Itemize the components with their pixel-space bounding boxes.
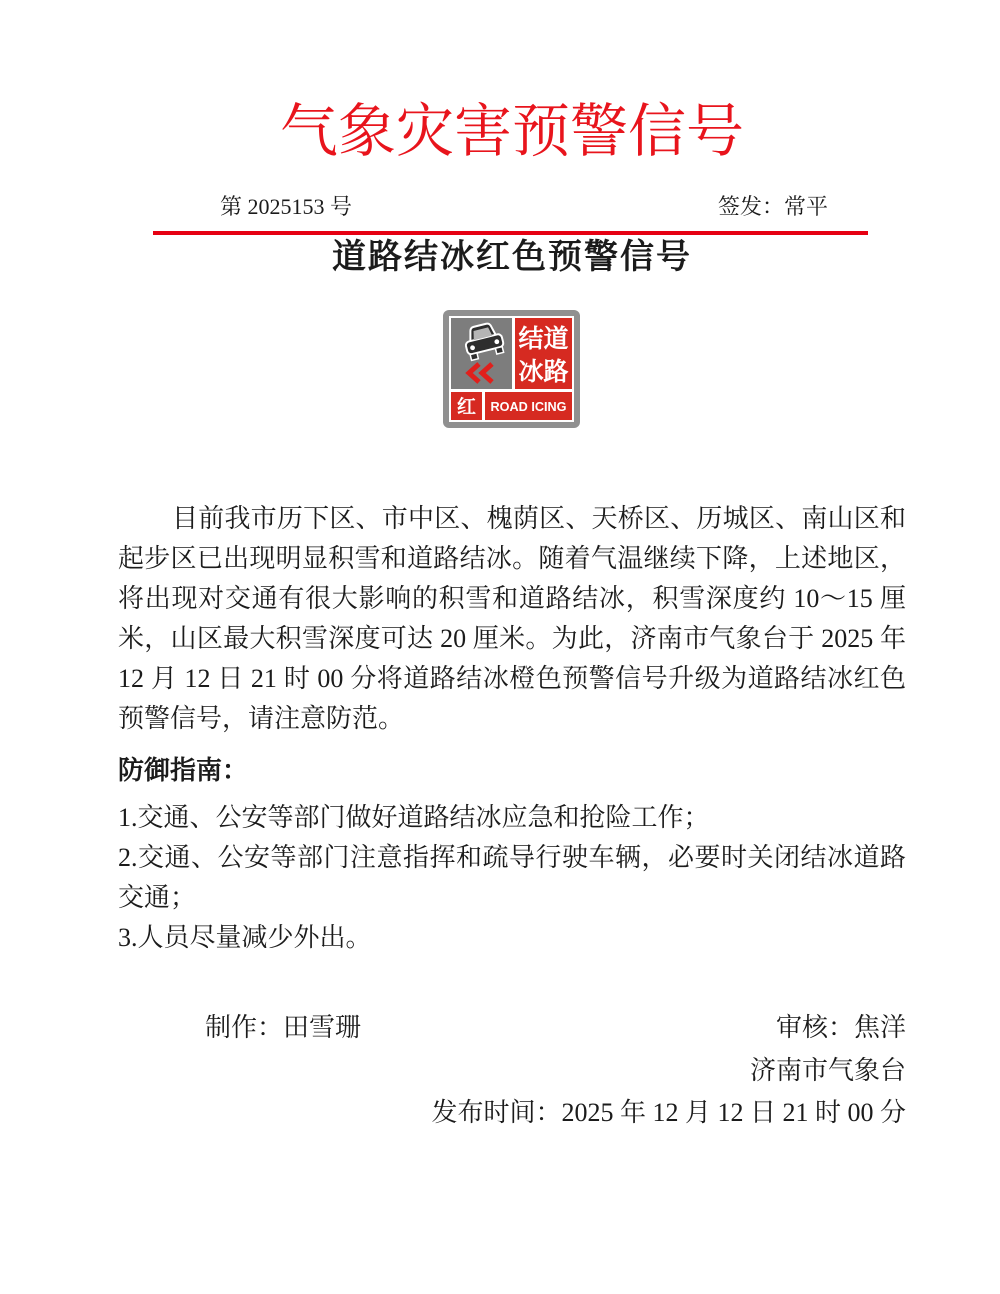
body-line: 米，山区最大积雪深度可达 20 厘米。为此，济南市气象台于 2025 年 bbox=[118, 624, 906, 653]
road-icing-red-warning-icon bbox=[443, 310, 580, 428]
english-label: ROAD ICING bbox=[490, 399, 567, 414]
body-line: 12 月 12 日 21 时 00 分将道路结冰橙色预警信号升级为道路结冰红色 bbox=[118, 664, 906, 693]
body-line: 目前我市历下区、市中区、槐荫区、天桥区、历城区、南山区和 bbox=[172, 504, 906, 533]
body-line: 预警信号，请注意防范。 bbox=[118, 704, 405, 733]
guide-list bbox=[118, 798, 906, 958]
guide-heading: 防御指南： bbox=[118, 756, 249, 785]
issuer: 签发：常平 bbox=[717, 194, 828, 219]
car-wheel bbox=[495, 347, 503, 355]
issue-time: 发布时间：2025 年 12 月 12 日 21 时 00 分 bbox=[431, 1098, 906, 1127]
issuing-organization: 济南市气象台 bbox=[749, 1056, 906, 1085]
guide-item: 2.交通、公安等部门注意指挥和疏导行驶车辆，必要时关闭结冰道路 bbox=[118, 843, 906, 872]
maker: 制作：田雪珊 bbox=[205, 1013, 362, 1042]
guide-item: 3.人员尽量减少外出。 bbox=[118, 923, 372, 952]
icon-text-row: 结道 bbox=[518, 325, 569, 353]
body-line: 起步区已出现明显积雪和道路结冰。随着气温继续下降，上述地区， bbox=[118, 544, 906, 573]
warning-title: 道路结冰红色预警信号 bbox=[332, 239, 692, 276]
document-title: 气象灾害预警信号 bbox=[279, 99, 744, 164]
icon-text-row: 冰路 bbox=[518, 358, 569, 386]
document-number: 第 2025153 号 bbox=[220, 194, 353, 219]
guide-item-continuation: 交通； bbox=[118, 883, 197, 912]
warning-body bbox=[118, 499, 906, 739]
body-line: 将出现对交通有很大影响的积雪和道路结冰，积雪深度约 10～15 厘 bbox=[118, 584, 906, 613]
guide-item: 1.交通、公安等部门做好道路结冰应急和抢险工作； bbox=[118, 803, 710, 832]
header-divider bbox=[153, 231, 868, 235]
car-wheel bbox=[470, 353, 478, 361]
level-char: 红 bbox=[456, 397, 477, 418]
reviewer: 审核：焦洋 bbox=[775, 1013, 906, 1042]
